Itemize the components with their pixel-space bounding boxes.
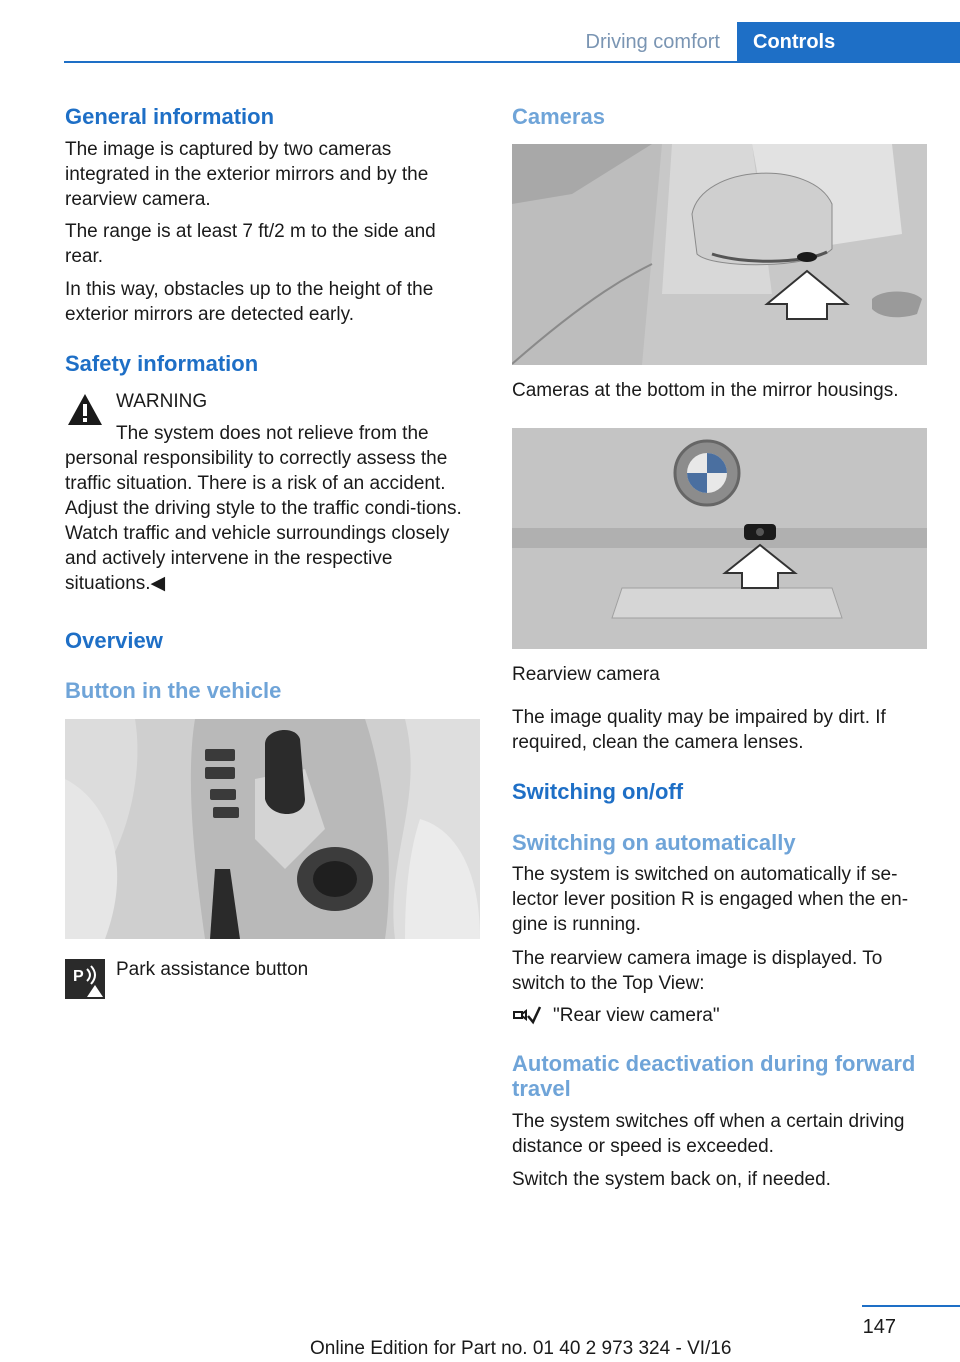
auto-off-paragraph-2: Switch the system back on, if needed. bbox=[512, 1169, 831, 1190]
overview-heading: Overview bbox=[65, 628, 163, 653]
mirror-camera-image bbox=[512, 144, 927, 365]
mirror-camera-caption: Cameras at the bottom in the mirror housings. bbox=[512, 380, 899, 401]
footer-rule bbox=[862, 1305, 960, 1307]
header-tab-controls: Controls bbox=[737, 22, 960, 63]
warning-text-block bbox=[65, 421, 477, 596]
warning-label: WARNING bbox=[116, 391, 208, 412]
park-assistance-button-label: Park assistance button bbox=[116, 959, 309, 980]
header-section: Driving comfort bbox=[585, 31, 720, 53]
dirt-paragraph: The image quality may be impaired by dirt. If required, clean the camera lenses. bbox=[512, 707, 886, 753]
automatic-deactivation-heading: Automatic deactivation during forward travel bbox=[512, 1051, 916, 1101]
center-console-image bbox=[65, 719, 480, 939]
footer-edition: Online Edition for Part no. 01 40 2 973 324 - VI/16 bbox=[310, 1338, 732, 1359]
general-information-heading: General information bbox=[65, 104, 275, 129]
park-assistance-icon bbox=[65, 959, 105, 999]
cameras-heading: Cameras bbox=[512, 104, 605, 129]
auto-on-paragraph-2: The rearview camera image is displayed. To switch to the Top View: bbox=[512, 948, 883, 994]
header-rule bbox=[64, 61, 960, 63]
safety-information-heading: Safety information bbox=[65, 351, 259, 376]
svg-text:P: P bbox=[73, 968, 84, 985]
page-number: 147 bbox=[862, 1316, 896, 1338]
warning-text: The system does not relieve from the personal responsibility to correctly assess the traffic situation. There is a risk of an accident. Adjust the driving style to the traffic condi‐tions. Watch traffic and vehicle surroundings closely and actively intervene in the respective situations.◀ bbox=[65, 423, 462, 594]
general-paragraph-1: The image is captured by two cameras integrated in the exterior mirrors and by the rearview camera. bbox=[65, 139, 429, 210]
general-paragraph-2: The range is at least 7 ft/2 m to the side and rear. bbox=[65, 221, 436, 267]
rearview-camera-caption: Rearview camera bbox=[512, 664, 660, 685]
auto-on-paragraph-1: The system is switched on automatically if se‐lector lever position R is engaged when the en‐gine is running. bbox=[512, 864, 909, 935]
button-in-vehicle-heading: Button in the vehicle bbox=[65, 678, 282, 703]
auto-off-paragraph-1: The system switches off when a certain driving distance or speed is exceeded. bbox=[512, 1111, 905, 1157]
rear-view-camera-icon bbox=[512, 1004, 542, 1026]
switching-on-automatically-heading: Switching on automatically bbox=[512, 830, 796, 855]
rearview-camera-image bbox=[512, 428, 927, 649]
general-paragraph-3: In this way, obstacles up to the height of the exterior mirrors are detected early. bbox=[65, 279, 434, 325]
switching-on-off-heading: Switching on/off bbox=[512, 779, 684, 804]
rear-view-camera-menu-item: "Rear view camera" bbox=[553, 1005, 720, 1026]
